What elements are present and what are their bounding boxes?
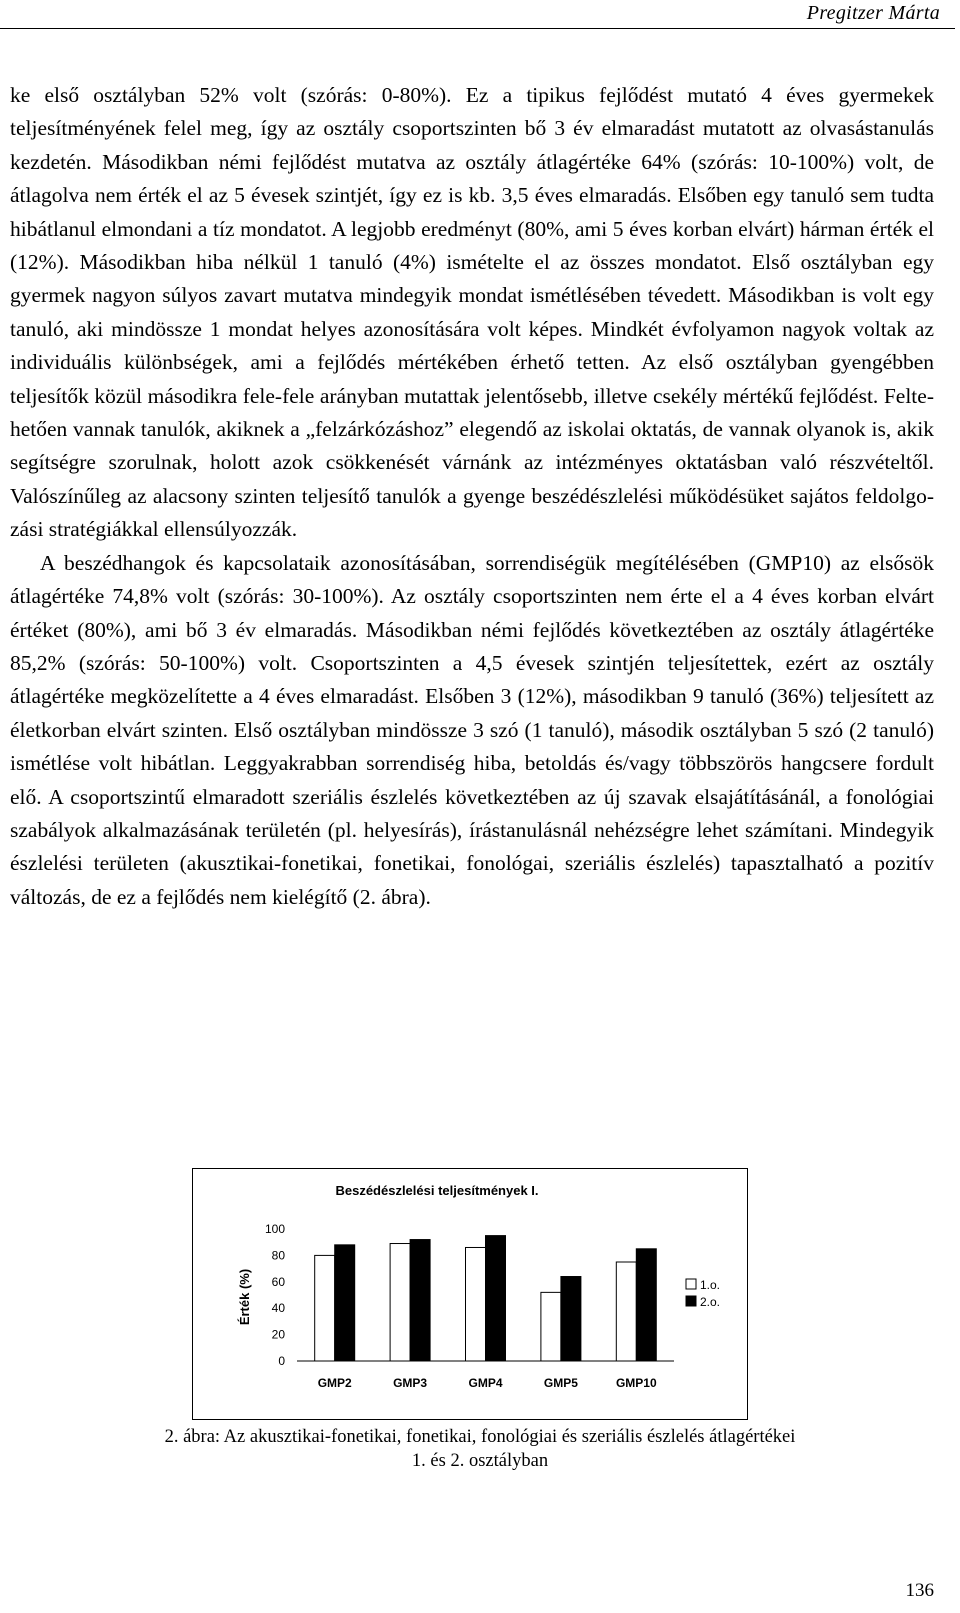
bar-gmp5-1o: [541, 1292, 561, 1361]
figure-caption: [0, 1425, 960, 1473]
running-head-author: Pregitzer Márta: [806, 2, 940, 24]
caption-line: 2. ábra: Az akusztikai-fonetikai, fonetikai, fonológiai és szeriális észlelés átlagértékei: [164, 1427, 796, 1447]
legend-swatch: [686, 1279, 696, 1289]
y-tick-label: 80: [271, 1248, 285, 1263]
body-text: [10, 79, 934, 914]
paragraph: ke első osztályban 52% volt (szórás: 0-80%). Ez a tipikus fejlődést mutató 4 éves gyermekek teljesítményének felel meg, így az osztály csoportszinten bő 3 év elmaradást mutatott az olvasástanulás kezdetén. Másodikban némi fejlődést mutatva az osztály átlagértéke 64% (szórás: 10-100%) volt, de átlagolva nem érték el az 5 évesek szintjét, így ez is kb. 3,5 éves elmaradás. Elsőben egy tanuló sem tudta hibátlanul elmondani a tíz mondatot. A legjobb eredményt (80%, ami 5 éves korban elvárt) hárman érték el (12%). Másodikban hiba nélkül 1 tanuló (4%) ismételte el az összes mondatot. Első osztályban egy gyermek nagyon súlyos zavart mutatva mindegyik mondat ismétlésében tévedett. Másodikban is volt egy tanuló, aki mindössze 1 mondat helyes azonosítására volt képes. Mindkét évfolyamon nagyok voltak az individuális különbségek, ami a fejlődés mértékében érhető tetten. Az első osztályban gyengébben teljesítők közül másodikra fele-fele arányban mutattak jelentősebb, illetve csekély mértékű fejlődést. Feltehetően vannak tanulók, akiknek a „felzárkózáshoz” elegendő az iskolai oktatás, de vannak olyanok is, akik segítségre szorulnak, holott azok csökkenését várnánk az intézményes oktatásban való részvételtől. Valószínűleg az alacsony szinten teljesítő tanulók a gyenge beszédészlelési működésüket sajátos feldolgozási stratégiákkal ellensúlyozzák.: [10, 83, 934, 542]
bar-gmp10-1o: [616, 1262, 636, 1361]
y-tick-label: 40: [271, 1301, 285, 1316]
bar-gmp4-1o: [466, 1247, 486, 1361]
bar-gmp3-1o: [390, 1244, 410, 1361]
bar-gmp2-1o: [315, 1255, 335, 1361]
bar-chart: [193, 1169, 747, 1419]
page-number: 136: [905, 1580, 934, 1601]
x-tick-label: GMP5: [543, 1376, 578, 1390]
y-tick-label: 60: [271, 1274, 285, 1289]
chart-title: Beszédészlelési teljesítmények I.: [335, 1183, 539, 1198]
plot-area: [265, 1222, 674, 1390]
chart-figure: [192, 1168, 748, 1420]
caption-line: 1. és 2. osztályban: [411, 1451, 549, 1471]
bar-gmp10-2o: [636, 1249, 656, 1361]
bar-gmp2-2o: [335, 1245, 355, 1361]
legend: [686, 1278, 720, 1309]
x-tick-label: GMP4: [468, 1376, 503, 1390]
page-header: [0, 0, 955, 29]
y-tick-label: 100: [264, 1222, 285, 1236]
legend-label: 2.o.: [700, 1295, 721, 1309]
x-tick-label: GMP2: [317, 1376, 352, 1390]
bar-gmp4-2o: [486, 1236, 506, 1361]
legend-swatch: [686, 1296, 696, 1306]
bar-gmp3-2o: [410, 1240, 430, 1361]
paragraph: A beszédhangok és kapcsolataik azonosításában, sorrendiségük megítélésében (GMP10) az elsősök átlagértéke 74,8% volt (szórás: 30-100%). Az osztály csoportszinten nem érte el a 4 éves korban elvárt értéket (80%), ami bő 3 év elmaradás. Másodikban némi fejlődés következtében az osztály átlagértéke 85,2% (szórás: 50-100%) volt. Csoportszinten a 4,5 évesek szintjén teljesítettek, ezért az osztály átlagértéke megközelítette a 4 éves elmaradást. Elsőben 3 (12%), másodikban 9 tanuló (36%) teljesített az életkorban elvárt szinten. Első osztályban mindössze 3 szó (1 tanuló), második osztályban 5 szó (2 tanuló) ismétlése volt hibátlan. Leggyakrabban sorrendiség hiba, betoldás és/vagy többszörös hangcsere fordult elő. A csoportszintű elmaradott szeriális észlelés következtében az új szavak elsajátításánál, a fonológiai szabályok alkalmazásának területén (pl. helyesírás), írástanulásnál nehézségre lehet számítani. Mindegyik észlelési területen (akusztikai-fonetikai, fonetikai, fonológai, szeriális észlelés) tapasztalható a pozitív változás, de ez a fejlődés nem kielégítő (2. ábra).: [10, 550, 934, 909]
legend-label: 1.o.: [700, 1278, 721, 1292]
y-tick-label: 20: [271, 1327, 285, 1342]
y-tick-label: 0: [278, 1354, 285, 1368]
bar-gmp5-2o: [561, 1277, 581, 1361]
x-tick-label: GMP3: [393, 1376, 428, 1390]
y-axis-label: Érték (%): [237, 1268, 252, 1326]
x-tick-label: GMP10: [615, 1376, 657, 1390]
